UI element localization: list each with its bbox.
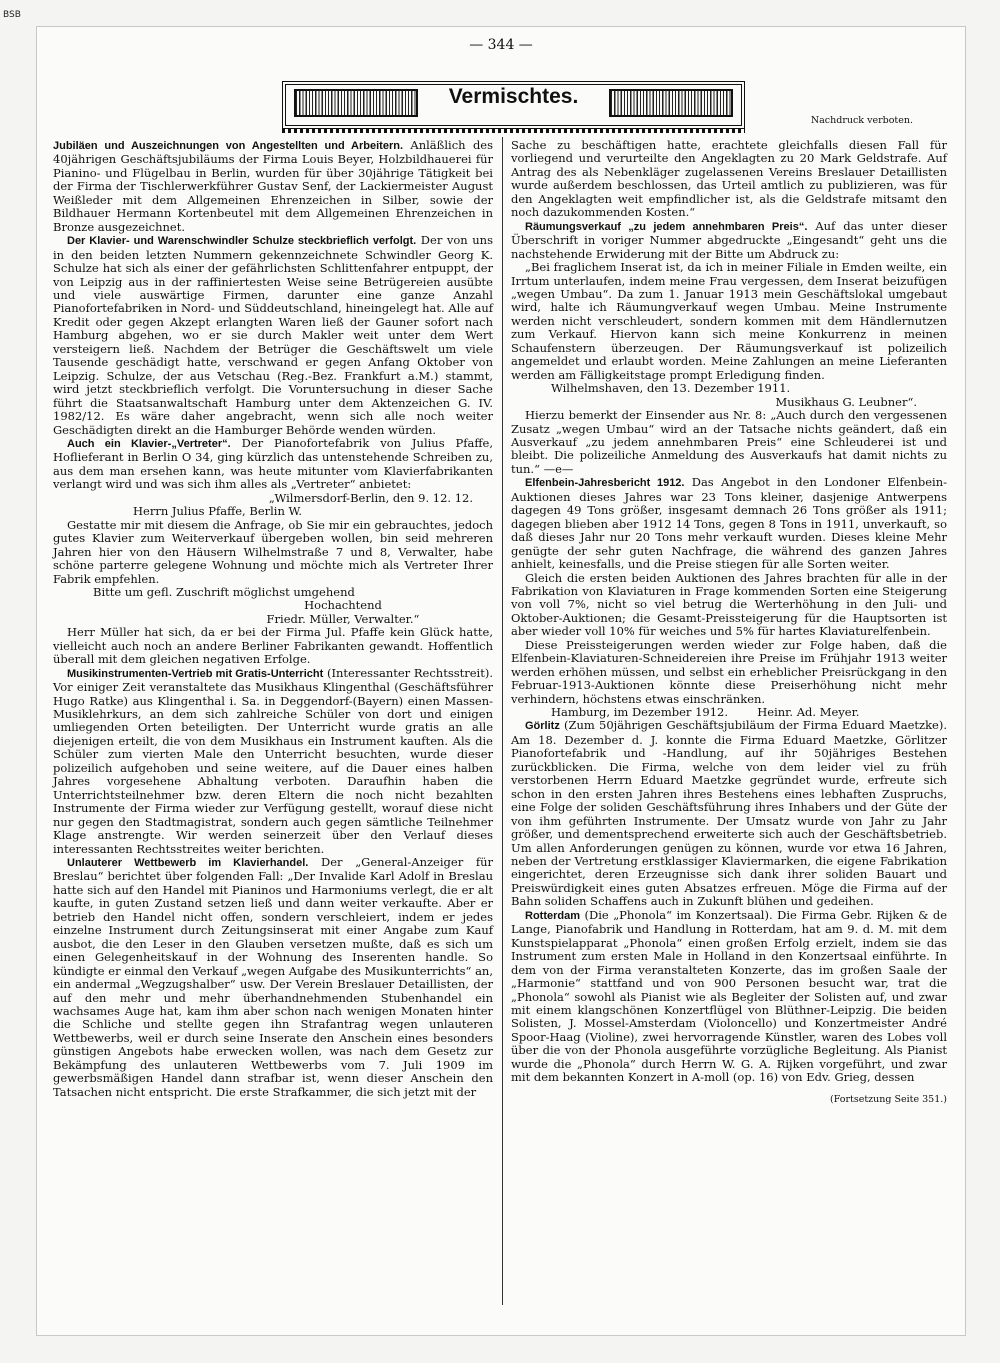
letter-greeting: Hochachtend <box>304 598 382 613</box>
elfenbein-para-3: Diese Preissteigerungen werden wieder zur Folge haben, daß die Elfenbein-Klaviaturen-Schneidereien ihre Preise im Frühjahr 1913 weiter werden erhöhen müssen, und selbst ein erheblicher Preisrückgang in den Februar-1913-Auktionen könnte diese Preiserhöhung nicht mehr verhindern, höchstens etwas einschränken. <box>511 637 947 706</box>
headline: Jubiläen und Auszeichnungen von Angestellten und Arbeitern. <box>53 140 404 152</box>
continuation-note: (Fortsetzung Seite 351.) <box>829 1093 947 1105</box>
elfenbein-signature: Hamburg, im Dezember 1912. Heinr. Ad. Meyer. <box>551 705 860 720</box>
article-unlauterer-wettbewerb: Unlauterer Wettbewerb im Klavierhandel. Der „General-Anzeiger für Breslau“ berichtet über folgenden Fall: „Der Invalide Karl Adolf in Breslau hatte sich auf den Handel mit Pianinos und Harmoniums verlegt, die er alt kaufte, in guten Zustand setzen ließ und dann weiter verkaufte. Aber er betrieb den Handel nicht offen, sondern verschleiert, indem er jedes einzelne Instrument durch Zeitungsinserat mit einer Angabe zum Kauf ausbot, die den Leser in den Glauben versetzen mußte, daß es sich um einen Gelegenheitskauf in der Wohnung des Inserenten handle. So kündigte er einmal den Verkauf „wegen Aufgabe des Musikunterrichts“ an, ein andermal „Wegzugshalber“ usw. Der Verein Breslauer Detaillisten, der auf den mehr und mehr überhandnehmenden Stubenhandel ein wachsames Auge hat, kam ihm aber schon nach wenigen Monaten hinter die Schliche und stellte gegen ihn Strafantrag wegen unlauteren Wettbewerbs, weil er durch seine Inserate den Anschein eines besonders günstigen Angebots habe erwecken wollen, was nach dem Gesetz zur Bekämpfung des unlauteren Wettbewerbs vom 7. Juli 1909 im gewerbsmäßigen Handel dann strafbar ist, wenn dieser Anschein den Tatsachen nicht entspricht. Die erste Strafkammer, die sich jetzt mit der <box>53 855 494 1099</box>
column-divider <box>502 137 503 1305</box>
reply-signature: Musikhaus G. Leubner“. <box>775 394 917 409</box>
headline: Der Klavier- und Warenschwindler Schulze steckbrieflich verfolgt. <box>67 235 417 248</box>
banner-ornament-left <box>294 89 418 117</box>
article-jubilaeen: Jubiläen und Auszeichnungen von Angestellten und Arbeitern. Anläßlich des 40jährigen Geschäftsjubiläums der Firma Louis Beyer, Holzbildhauerei für Pianino- und Flügelbau in Berlin, wurden für über 30jährige Tätigkeit bei der Firma der Tischlerwerkführer Gustav Senf, der Lackiermeister August Weißleder mit dem Allgemeinen Ehrenzeichen in Silber, sowie der Bildhauer Hermann Kortenbeutel mit dem Allgemeinen Ehrenzeichen in Bronze ausgezeichnet. <box>53 138 494 234</box>
section-title: Vermischtes. <box>448 85 579 108</box>
quoted-reply: „Bei fraglichem Inserat ist, da ich in meiner Filiale in Emden weilte, ein Irrtum unterlaufen, indem meine Frau vergessen, dem Inserat beizufügen „wegen Umbau“. Da zum 1. Januar 1913 mein Geschäftslokal umgebaut wird, halte ich Räumungverkauf wegen Umbau. Meine Instrumente werden nicht verschleudert, sondern kommen mit dem Händlernutzen zum Verkauf. Hiervon kann sich meine Konkurrenz in meinen Schaufenstern überzeugen. Der Räumungsverkauf ist polizeilich angemeldet und erlaubt worden. Meine Zahlungen an meine Lieferanten werden am Fälligkeitstage prompt Erledigung finden. <box>511 260 947 382</box>
headline: Musikinstrumenten-Vertrieb mit Gratis-Unterricht <box>67 667 324 680</box>
article-continuation: Sache zu beschäftigen hatte, erachtete gleichfalls diesen Fall für vorliegend und verurteilte den Angeklagten zu 20 Mark Geldstrafe. Auf Antrag des als Nebenkläger zugelassenen Vereins Breslauer Detaillisten wurde außerdem beschlossen, das Urteil amtlich zu publizieren, was für den Angeklagten weit empfindlicher ist, als die Geldstrafe mitsamt den noch dazukommenden Kosten.“ <box>511 138 947 220</box>
sender-remark: Hierzu bemerkt der Einsender aus Nr. 8: „Auch durch den vergessenen Zusatz „wegen Umbau“ wird an der Tatsache nichts geändert, daß ein Ausverkauf „zu jedem annehmbaren Preis“ eine Schleuderei ist und bleibt. Die polizeiliche Anmeldung des Ausverkaufs hat damit nichts zu tun.“ —e— <box>511 408 947 476</box>
article-rotterdam: Rotterdam (Die „Phonola“ im Konzertsaal). Die Firma Gebr. Rijken & de Lange, Pianofabrik und Handlung in Rotterdam, hat am 9. d. M. mit dem Kunstspielapparat „Phonola“ einen großen Erfolg erzielt, indem sie das Instrument zum ersten Male in Holland in den Konzertsaal einführte. In dem von der Firma veranstalteten Konzerte, das im großen Saale der „Harmonie“ stattfand und von 900 Personen besucht war, trat die „Phonola“ sowohl als Pianist wie als Begleiter der Solisten auf, und zwar mit einem klangschönen Konzertflügel von Blüthner-Leipzig. Die beiden Solisten, J. Mossel-Amsterdam (Violoncello) und Konzertmeister André Spoor-Haag (Violine), zwei hervorragende Künstler, waren des Lobes voll über die von der Phonola ausgeführte vorzügliche Begleitung. Als Pianist wurde die „Phonola“ durch Herrn W. G. A. Rijken vorgeführt, und zwar mit dem bekannten Konzert in A-moll (op. 16) von Edv. Grieg, dessen <box>511 907 948 1085</box>
banner-dotted-rule <box>282 129 745 133</box>
banner-ornament-right <box>609 89 733 117</box>
right-column <box>511 139 947 1106</box>
article-raeumungsverkauf: Räumungsverkauf „zu jedem annehmbaren Preis“. Auf das unter dieser Überschrift in voriger Nummer abgedruckte „Eingesandt“ geht uns die nachstehende Erwiderung mit der Bitte um Abdruck zu: <box>511 218 948 261</box>
headline: Görlitz <box>525 720 560 733</box>
headline: Elfenbein-Jahresbericht 1912. <box>525 477 685 490</box>
article-vertreter-comment: Herr Müller hat sich, da er bei der Firma Jul. Pfaffe kein Glück hatte, vielleicht auch noch an andere Berliner Fabrikanten gewandt. Hoffentlich überall mit dem gleichen negativen Erfolge. <box>53 625 493 667</box>
section-banner <box>282 77 745 135</box>
reprint-notice: Nachdruck verboten. <box>810 115 913 126</box>
article-goerlitz: Görlitz (Zum 50jährigen Geschäftsjubiläum der Firma Eduard Maetzke). Am 18. Dezember d. J. konnte die Firma Eduard Maetzke, Görlitzer Pianofortefabrik und -Handlung, auf ihr 50jähriges Bestehen zurückblicken. Die Firma, welche von dem leider viel zu früh verstorbenen Herrn Eduard Maetzke gegründet wurde, erfreute sich schon in den ersten Jahren ihres Bestehens eines lebhaften Zuspruchs, eine Folge der soliden Geschäftsführung ihres Inhabers und der Güte der von ihm geführten Instrumente. Der Umsatz wurde von Jahr zu Jahr größer, und dementsprechend erweiterte sich auch der Geschäftsbetrieb. Um allen Anforderungen genügen zu können, wurde vor etwa 16 Jahren, neben der Vertretung erstklassiger Klaviermarken, die eigene Fabrikation eingerichtet, deren Erzeugnisse sich dank ihrer soliden Bauart und Preiswürdigkeit eines guten Absatzes erfreuen. Möge die Firma auf der Bahn soliden Schaffens auch in Zukunft blühen und gedeihen. <box>511 718 947 909</box>
headline: Rotterdam <box>525 909 581 922</box>
letter-date: „Wilmersdorf-Berlin, den 9. 12. 12. <box>268 490 473 505</box>
newspaper-page <box>36 26 966 1336</box>
headline: Auch ein Klavier-„Vertreter“. <box>67 437 231 450</box>
elfenbein-para-2: Gleich die ersten beiden Auktionen des Jahres brachten für alle in der Fabrikation von Klaviaturen in Frage kommenden Sorten eine Steigerung von voll 7%, nicht so viel betrug die Werterhöhung in den Juli- und Oktober-Auktionen; die Gesamt-Preissteigerung für die Hauptsorten ist aber wieder voll 10% für weiches und 5% für hartes Klaviaturelfenbein. <box>511 570 947 639</box>
article-schulze: Der Klavier- und Warenschwindler Schulze steckbrieflich verfolgt. Der von uns in den beiden letzten Nummern gekennzeichnete Schwindler Georg K. Schulze hat sich als einer der gefährlichsten Schlittenfahrer entpuppt, der von Leipzig aus in der raffiniertesten Weise seine Betrügereien ausübte und viele auswärtige Firmen, darunter eine ganze Anzahl Pianofortefabriken in Nord- und Süddeutschland, hineingelegt hat. Alle auf Kredit oder gegen Akzept erlangten Waren ließ der Gauner sofort nach Hamburg abgehen, wo er sie durch Makler weit unter dem Wert versteigern ließ. Nachdem der Betrüger die Geschäftswelt um viele Tausende geschädigt hatte, verschwand er gegen Anfang Oktober von Leipzig. Schulze, der aus Vetschau (Reg.-Bez. Frankfurt a.M.) stammt, wird jetzt steckbrieflich verfolgt. Die Voruntersuchung in dieser Sache führt die Staatsanwaltschaft Hamburg unter dem Aktenzeichen G. IV. 1982/12. Es wäre daher angebracht, wenn sich alle noch weiter Geschädigten direkt an die Hamburger Behörde wenden würden. <box>53 233 493 437</box>
headline: Unlauterer Wettbewerb im Klavierhandel. <box>67 857 309 870</box>
article-gratis-unterricht: Musikinstrumenten-Vertrieb mit Gratis-Unterricht (Interessanter Rechtsstreit). Vor einiger Zeit veranstaltete das Musikhaus Klingenthal (Geschäftsführer Hugo Ratke) aus Klingenthal i. Sa. in Deggendorf-(Bayern) einen Massen-Musiklehrkurs, an dem sich zahlreiche Schüler von dort und einigen umliegenden Orten beteiligten. Der Unterricht wurde gratis an alle diejenigen erteilt, die von dem Musikhaus ein Instrument kauften. Als die Schüler zum vierten Male den Unterricht besuchten, wurde dieser polizeilich aufgehoben und seine weitere, auf die Dauer eines halben Jahres vorgesehene Abhaltung verboten. Daraufhin haben die Unterrichtsteilnehmer bzw. deren Eltern die noch nicht bezahlten Instrumente der Firma wieder zur Verfügung gestellt, worauf diese nicht nur gegen den Stadtmagistrat, sondern auch gegen sämtliche Teilnehmer Klage anstrengte. Wir werden seinerzeit über den Verlauf dieses interessanten Rechtsstreites weiter berichten. <box>53 665 493 856</box>
reply-date: Wilhelmshaven, den 13. Dezember 1911. <box>551 381 791 396</box>
letter-addressee: Herrn Julius Pfaffe, Berlin W. <box>133 504 303 519</box>
article-vertreter: Auch ein Klavier-„Vertreter“. Der Pianofortefabrik von Julius Pfaffe, Hoflieferant in Berlin O 34, ging kürzlich das untenstehende Schreiben zu, aus dem man ersehen kann, was heute mitunter vom Klavierfabrikanten verlangt wird und was sich ihm alles als „Vertreter“ anbietet: <box>53 435 493 492</box>
library-mark: BSB <box>3 10 21 20</box>
letter-signature: Friedr. Müller, Verwalter.“ <box>266 611 420 626</box>
article-elfenbein: Elfenbein-Jahresbericht 1912. Das Angebot in den Londoner Elfenbein-Auktionen dieses Jahres war 23 Tons kleiner, dasjenige Antwerpens dagegen 49 Tons größer, insgesamt demnach 26 Tons größer als 1911; dagegen blieben aber 1912 14 Tons, gegen 8 Tons in 1911, unverkauft, so daß dieses Jahr nur 20 Tons mehr verkauft wurden. Dieses kleine Mehr genügte der sehr guten Nachfrage, die während des ganzen Jahres anhielt, keinesfalls, und die Preise stiegen für alle Sorten weiter. <box>511 475 947 572</box>
left-column <box>53 139 493 1099</box>
page-number: — 344 — <box>469 37 533 53</box>
letter-body: Gestatte mir mit diesem die Anfrage, ob Sie mir ein gebrauchtes, jedoch gutes Klavier zum Weiterverkauf übergeben wollen, bin seid mehreren Jahren hier von den Häusern Wilhelmstraße 7 und 8, Verwalter, habe schöne parterre gelegene Wohnung und möchte mich als Vertreter Ihrer Fabrik empfehlen. <box>53 517 493 586</box>
headline: Räumungsverkauf „zu jedem annehmbaren Preis“. <box>525 220 808 233</box>
letter-closing: Bitte um gefl. Zuschrift möglichst umgehend <box>93 584 355 599</box>
